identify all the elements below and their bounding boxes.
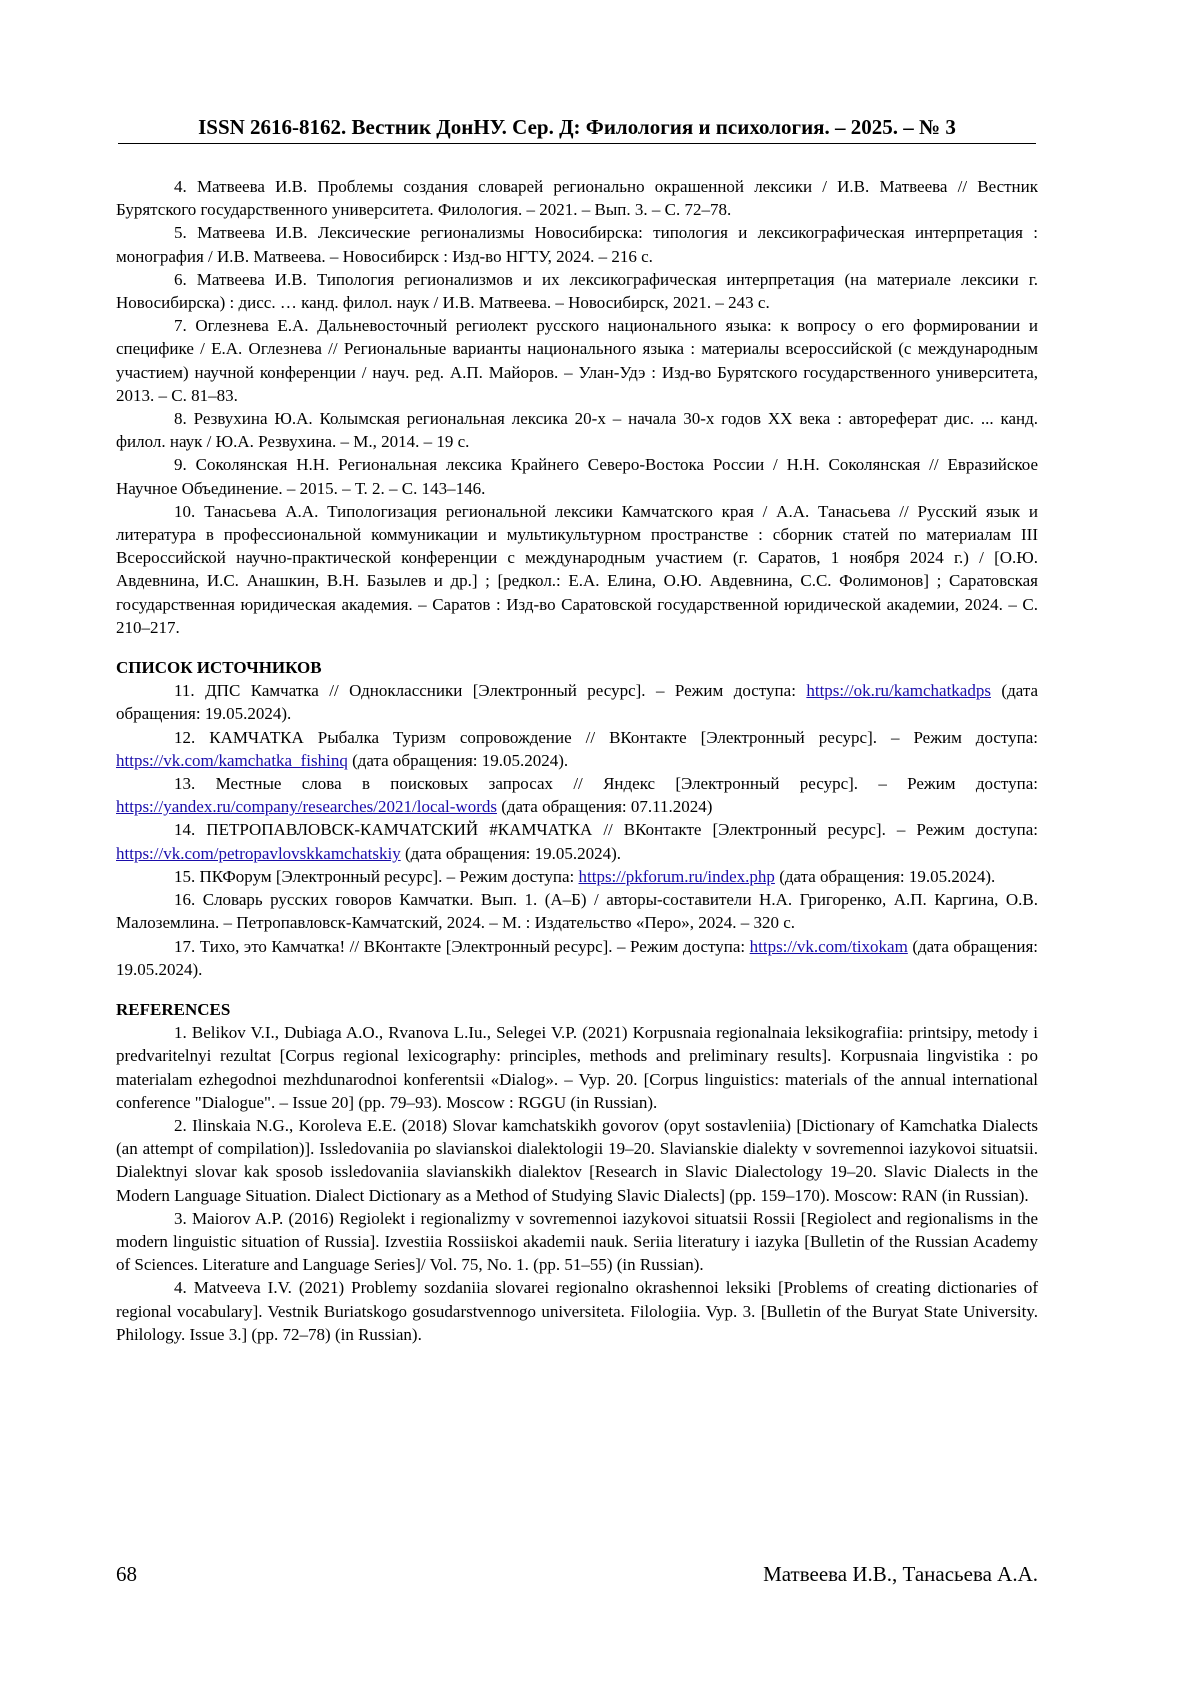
reference-entry [116,453,1038,499]
entry-text: Словарь русских говоров Камчатки. Вып. 1. (А–Б) / авторы-составители Н.А. Григоренко, А.П. Каргина, О.В. Малоземлина. – Петропавловск-Камчатский, 2024. – М. : Издательство «Перо», 2024. – 320 с. [116,890,1038,933]
entry-number: 3. [174,1208,187,1228]
entry-text: Ilinskaia N.G., Koroleva E.E. (2018) Slovar kamchatskikh govorov (opyt sostavleniia) [Dictionary of Kamchatka Dialects (an attempt of compilation)]. Issledovaniia po slavianskoi dialektologii 19–20. Slavianskie dialekty v sovremennoi iazykovoi situatsii. Dialektnyi slovar kak sposob issledovaniia slavianskikh dialektov [Research in Slavic Dialectology 19–20. Slavic Dialects in the Modern Language Situation. Dialect Dictionary as a Method of Studying Slavic Dialects] (pp. 159–170). Moscow: RAN (in Russian). [116,1115,1038,1205]
reference-entry [116,407,1038,453]
entry-text: ПЕТРОПАВЛОВСК-КАМЧАТСКИЙ #КАМЧАТКА // ВКонтакте [Электронный ресурс]. – Режим доступа: [206,820,1038,840]
entry-text: Тихо, это Камчатка! // ВКонтакте [Электронный ресурс]. – Режим доступа: [199,936,750,956]
entry-text: Maiorov A.P. (2016) Regiolekt i regionalizmy v sovremennoi iazykovoi situatsii Rossii [Regiolect and regionalisms in the modern linguistic situation of Russia]. Izvestiia Rossiiskoi akademii nauk. Seriia literatury i iazyka [Bulletin of the Russian Academy of Sciences. Literature and Language Series]/ Vol. 75, No. 1. (pp. 51–55) (in Russian). [116,1208,1038,1275]
source-entry [116,818,1038,864]
entry-text: ДПС Камчатка // Одноклассники [Электронный ресурс]. – Режим доступа: [205,681,807,701]
entry-number: 12. [174,727,196,747]
entry-number: 17. [174,936,196,956]
entry-text: ПКФорум [Электронный ресурс]. – Режим доступа: [199,866,579,886]
running-header: ISSN 2616-8162. Вестник ДонНУ. Сер. Д: Филология и психология. – 2025. – № 3 [118,113,1036,144]
entry-text: Резвухина Ю.А. Колымская региональная лексика 20-х – начала 30-х годов XX века : автореферат дис. ... канд. филол. наук / Ю.А. Резвухина. – М., 2014. – 19 с. [116,409,1038,452]
entry-text: Матвеева И.В. Лексические регионализмы Новосибирска: типология и лексикографическая интерпретация : монография / И.В. Матвеева. – Новосибирск : Изд-во НГТУ, 2024. – 216 с. [116,223,1038,266]
entry-number: 5. [174,223,187,243]
entry-text: Belikov V.I., Dubiaga A.O., Rvanova L.Iu., Selegei V.P. (2021) Korpusnaia regionalnaia leksikografiia: printsipy, metody i predvaritelnyi rezultat [Corpus regional lexicography: principles, methods and preliminary results]. Korpusnaia lingvistika : po materialam ezhegodnoi mezhdunarodnoi konferentsii «Dialog». – Vyp. 20. [Corpus linguistics: materials of the annual international conference "Dialogue". – Issue 20] (pp. 79–93). Moscow : RGGU (in Russian). [116,1023,1039,1112]
source-link[interactable]: https://vk.com/tixokam [749,936,908,956]
entry-number: 7. [174,316,187,336]
reference-entry [116,314,1038,407]
source-link[interactable]: https://vk.com/kamchatka_fishinq [116,750,348,770]
source-entry [116,888,1038,934]
entry-number: 4. [174,177,187,196]
source-entry [116,935,1038,981]
source-link[interactable]: https://vk.com/petropavlovskkamchatskiy [116,843,401,863]
entry-text-after: (дата обращения: 19.05.2024). [774,866,996,886]
entry-number: 10. [174,501,196,521]
entry-text: КАМЧАТКА Рыбалка Туризм сопровождение // ВКонтакте [Электронный ресурс]. – Режим доступа: [209,727,1038,747]
entry-number: 9. [174,455,187,475]
reference-entry [116,175,1038,221]
reference-entry [116,221,1038,267]
entry-number: 14. [174,820,196,840]
entry-number: 15. [174,866,196,886]
entry-number: 16. [174,890,196,910]
source-link[interactable]: https://ok.ru/kamchatkadps [806,681,991,701]
entry-text: Соколянская Н.Н. Региональная лексика Крайнего Северо-Востока России / Н.Н. Соколянская // Евразийское Научное Объединение. – 2015. – Т. 2. – С. 143–146. [116,455,1039,498]
entry-number: 4. [174,1278,187,1298]
entry-text: Местные слова в поисковых запросах // Яндекс [Электронный ресурс]. – Режим доступа: [215,774,1039,794]
reference-entry [116,1021,1038,1114]
source-entry [116,772,1038,818]
source-entry [116,865,1038,888]
references-heading: REFERENCES [116,999,231,1019]
entry-text-after: (дата обращения: 19.05.2024). [347,750,569,770]
entry-number: 6. [174,269,187,289]
page-number: 68 [116,1562,137,1586]
entry-number: 2. [174,1115,187,1135]
reference-entry [116,1114,1038,1207]
sources-heading: СПИСОК ИСТОЧНИКОВ [116,658,322,678]
source-entry [116,679,1038,725]
entry-text-after: (дата обращения: 19.05.2024). [116,681,1039,724]
entry-number: 13. [174,774,196,794]
footer-authors: Матвеева И.В., Танасьева А.А. [763,1562,1038,1586]
entry-number: 8. [174,409,187,429]
entry-text: Оглезнева Е.А. Дальневосточный региолект русского национального языка: к вопросу о его формировании и специфике / Е.А. Оглезнева // Региональные варианты национального языка : материалы всероссийской (с международным участием) научной конференции / науч. ред. А.П. Майоров. – Улан-Удэ : Изд-во Бурятского государственного университета, 2013. – С. 81–83. [116,316,1039,405]
entry-text-after: (дата обращения: 19.05.2024). [400,843,622,863]
source-link[interactable]: https://pkforum.ru/index.php [578,866,775,886]
entry-text: Матвеева И.В. Типология регионализмов и их лексикографическая интерпретация (на материале лексики г. Новосибирска) : дисс. … канд. филол. наук / И.В. Матвеева. – Новосибирск, 2021. – 243 с. [116,269,1039,313]
page-body [116,175,1038,1346]
entry-text: Матвеева И.В. Проблемы создания словарей регионально окрашенной лексики / И.В. Матвеева // Вестник Бурятского государственного университета. Филология. – 2021. – Вып. 3. – С. 72–78. [116,177,1039,220]
source-entry [116,726,1038,772]
sources-list [116,679,1038,981]
source-link[interactable]: https://yandex.ru/company/researches/2021/local-words [116,797,497,817]
reference-entry [116,500,1038,639]
references-list [116,1021,1038,1346]
entry-text: Танасьева А.А. Типологизация региональной лексики Камчатского края / А.А. Танасьева // Русский язык и литература в профессиональной коммуникации и мультикультурном пространстве : сборник статей по материалам III Всероссийской научно-практической конференции с международным участием (г. Саратов, 1 ноября 2024 г.) / [О.Ю. Авдевнина, И.С. Анашкин, В.Н. Базылев и др.] ; [редкол.: Е.А. Елина, О.Ю. Авдевнина, С.С. Фолимонов] ; Саратовская государственная юридическая академия. – Саратов : Изд-во Саратовской государственной юридической академии, 2024. – С. 210–217. [116,501,1038,637]
reference-entry [116,1276,1038,1346]
reference-entry [116,1207,1038,1277]
literature-list [116,175,1038,639]
entry-text-after: (дата обращения: 07.11.2024) [496,797,713,817]
entry-number: 1. [174,1023,187,1043]
entry-text: Matveeva I.V. (2021) Problemy sozdaniia slovarei regionalno okrashennoi leksiki [Problems of creating dictionaries of regional vocabulary]. Vestnik Buriatskogo gosudarstvennogo universiteta. Filologiia. Vyp. 3. [Bulletin of the Buryat State University. Philology. Issue 3.] (pp. 72–78) (in Russian). [116,1278,1039,1344]
entry-text-after: (дата обращения: 19.05.2024). [116,936,1038,979]
entry-number: 11. [174,681,195,701]
reference-entry [116,268,1038,314]
